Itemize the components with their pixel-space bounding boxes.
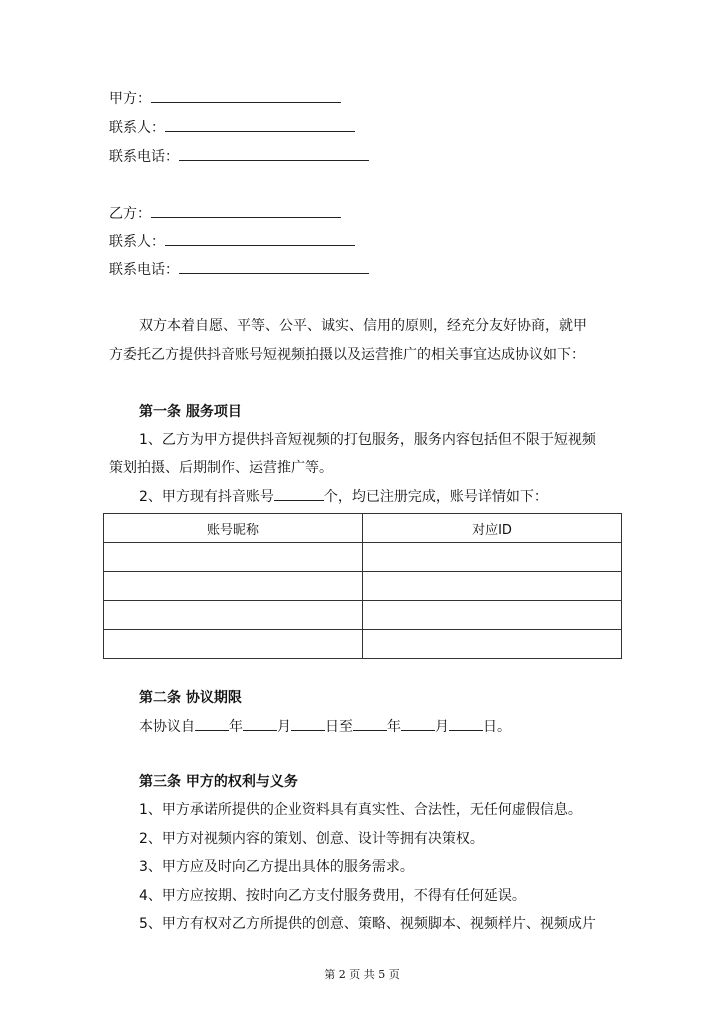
article-1-item-2 <box>139 486 649 507</box>
article-3-item-2: 2、甲方对视频内容的策划、创意、设计等拥有决策权。 <box>139 831 484 847</box>
end-day-blank[interactable] <box>449 716 483 731</box>
article-1-item-2-suffix: 个，均已注册完成，账号详情如下： <box>323 489 548 505</box>
start-day-blank[interactable] <box>291 716 325 731</box>
party-b-phone-line <box>109 259 369 280</box>
party-b-contact-line <box>109 231 355 252</box>
agreement-period-line <box>139 716 649 737</box>
table-row <box>104 630 622 659</box>
end-day-label: 日。 <box>483 719 511 735</box>
intro-line-2: 方委托乙方提供抖音账号短视频拍摄以及运营推广的相关事宜达成协议如下： <box>109 347 585 363</box>
article-1-title: 第一条 服务项目 <box>139 404 242 420</box>
start-month-blank[interactable] <box>243 716 277 731</box>
party-b-contact-blank[interactable] <box>165 231 355 246</box>
party-a-contact-blank[interactable] <box>165 117 355 132</box>
party-a-contact-line <box>109 117 355 138</box>
article-1-item-1-line-1: 1、乙方为甲方提供抖音短视频的打包服务，服务内容包括但不限于短视频 <box>139 432 596 448</box>
article-2-title: 第二条 协议期限 <box>139 690 242 706</box>
party-b-blank[interactable] <box>151 203 341 218</box>
party-b-line <box>109 203 341 224</box>
party-a-contact-label: 联系人： <box>109 120 165 136</box>
party-a-line <box>109 88 341 109</box>
table-row <box>104 601 622 630</box>
party-b-contact-label: 联系人： <box>109 234 165 250</box>
article-3-item-4: 4、甲方应按期、按时向乙方支付服务费用，不得有任何延误。 <box>139 888 526 904</box>
table-row <box>104 572 622 601</box>
table-header-nickname: 账号昵称 <box>104 514 363 543</box>
day-to-label: 日至 <box>325 719 353 735</box>
article-1-item-2-prefix: 2、甲方现有抖音账号 <box>139 489 274 505</box>
page-footer: 第 2 页 共 5 页 <box>324 968 400 981</box>
end-year-blank[interactable] <box>353 716 387 731</box>
table-cell[interactable] <box>104 601 363 630</box>
account-count-blank[interactable] <box>274 486 324 501</box>
table-cell[interactable] <box>363 572 622 601</box>
article-3-item-5: 5、甲方有权对乙方所提供的创意、策略、视频脚本、视频样片、视频成片 <box>139 916 596 932</box>
end-year-label: 年 <box>387 719 401 735</box>
table-cell[interactable] <box>363 630 622 659</box>
article-3-item-3: 3、甲方应及时向乙方提出具体的服务需求。 <box>139 859 414 875</box>
party-a-phone-label: 联系电话： <box>109 149 179 165</box>
start-month-label: 月 <box>277 719 291 735</box>
party-b-label: 乙方： <box>109 206 151 222</box>
table-header-id: 对应ID <box>363 514 622 543</box>
party-b-phone-blank[interactable] <box>179 259 369 274</box>
table-cell[interactable] <box>104 630 363 659</box>
start-year-blank[interactable] <box>195 716 229 731</box>
table-row <box>104 543 622 572</box>
table-cell[interactable] <box>104 572 363 601</box>
account-table <box>103 513 622 659</box>
period-prefix: 本协议自 <box>139 719 195 735</box>
party-a-phone-blank[interactable] <box>179 146 369 161</box>
party-a-phone-line <box>109 146 369 167</box>
article-1-item-1-line-2: 策划拍摄、后期制作、运营推广等。 <box>109 460 333 476</box>
party-b-phone-label: 联系电话： <box>109 262 179 278</box>
table-cell[interactable] <box>363 543 622 572</box>
article-3-item-1: 1、甲方承诺所提供的企业资料具有真实性、合法性，无任何虚假信息。 <box>139 802 582 818</box>
party-a-label: 甲方： <box>109 91 151 107</box>
table-cell[interactable] <box>104 543 363 572</box>
party-a-blank[interactable] <box>151 88 341 103</box>
table-cell[interactable] <box>363 601 622 630</box>
end-month-blank[interactable] <box>401 716 435 731</box>
table-header-row <box>104 514 622 543</box>
end-month-label: 月 <box>435 719 449 735</box>
intro-line-1: 双方本着自愿、平等、公平、诚实、信用的原则，经充分友好协商，就甲 <box>139 318 587 334</box>
start-year-label: 年 <box>229 719 243 735</box>
article-3-title: 第三条 甲方的权利与义务 <box>139 774 298 790</box>
